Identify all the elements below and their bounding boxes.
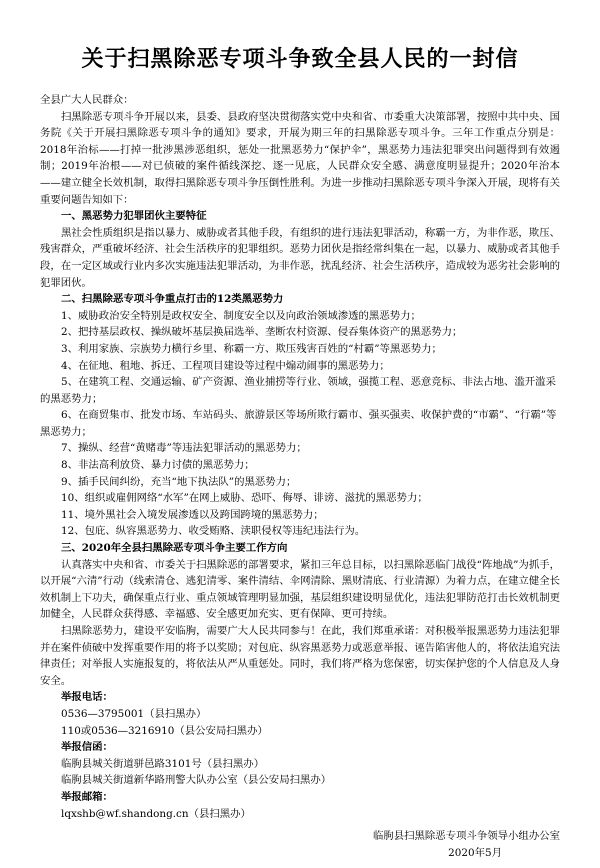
list-item: 10、组织或雇佣网络“水军”在网上威胁、恐吓、侮辱、诽谤、滋扰的黑恶势力； [61,492,428,505]
section-2-heading: 二、扫黑除恶专项斗争重点打击的12类黑恶势力 [61,293,284,306]
list-item: 7、操纵、经营“黄赌毒”等违法犯罪活动的黑恶势力； [61,442,307,455]
list-item: 9、插手民间纠纷，充当“地下执法队”的黑恶势力； [61,475,297,488]
mail-label: 举报信函： [61,741,113,754]
phone-number: 110或0536—3216910（县公安局扫黑办） [61,724,268,737]
section-3-heading: 三、2020年全县扫黑除恶专项斗争主要工作方向 [61,542,288,555]
section-1-body: 黑社会性质组织是指以暴力、威胁或者其他手段，有组织的进行违法犯罪活动，称霸一方，为非作恶，欺压、残害群众，严重破坏经济、社会生活秩序的犯罪组织。恶势力团伙是指经常纠集在一起，以暴力、威胁或者其他手段，在一定区域或行业内多次实施违法犯罪活动，为非作恶，扰乱经济、社会生活秩序，造成较为恶劣社会影响的犯罪团伙。 [40,226,560,289]
phone-number: 0536—3795001（县扫黑办） [61,707,207,720]
mail-address: 临朐县城关街道骈邑路3101号（县扫黑办） [61,757,265,770]
list-item: 12、包庇、纵容黑恶势力、收受贿赂、渎职侵权等违纪违法行为。 [61,525,366,538]
salutation: 全县广大人民群众： [40,94,134,106]
document-title: 关于扫黑除恶专项斗争致全县人民的一封信 [81,46,519,72]
list-item: 4、在征地、租地、拆迁、工程项目建设等过程中煽动闹事的黑恶势力； [61,359,390,372]
list-item: 2、把持基层政权、操纵破坏基层换届选举、垄断农村资源、侵吞集体资产的黑恶势力； [61,326,463,339]
list-item: 11、境外黑社会入境发展渗透以及跨国跨境的黑恶势力； [61,508,324,521]
list-item: 8、非法高利放贷、暴力讨债的黑恶势力； [61,459,255,472]
phone-label: 举报电话： [61,691,113,704]
closing-paragraph: 扫黑除恶势力，建设平安临朐，需要广大人民共同参与！在此，我们郑重承诺：对积极举报黑恶势力违法犯罪并在案件侦破中发挥重要作用的将予以奖励；对包庇、纵容黑恶势力或恶意举报、诬告陷害他人的，将依法追究法律责任；对举报人实施报复的，将依法从严从重惩处。同时，我们将严格为您保密，切实保护您的个人信息及人身安全。 [40,625,560,687]
email-address: lqxshb@wf.shandong.cn（县扫黑办） [61,807,251,820]
signoff-organization: 临朐县扫黑除恶专项斗争领导小组办公室 [372,830,560,843]
list-item: 3、利用家族、宗族势力横行乡里、称霸一方、欺压残害百姓的“村霸”等黑恶势力； [61,342,442,355]
intro-paragraph: 扫黑除恶专项斗争开展以来，县委、县政府坚决贯彻落实党中央和省、市委重大决策部署，按照中共中央、国务院《关于开展扫黑除恶专项斗争的通知》要求，开展为期三年的扫黑除恶专项斗争。三年工作重点分别是：2018年治标——打掉一批涉黑涉恶组织，惩处一批黑恶势力“保护伞”，黑恶势力违法犯罪突出问题得到有效遏制；2019年治根——对已侦破的案件循线深挖、逐一见底，人民群众安全感、满意度明显提升；2020年治本——建立健全长效机制，取得扫黑除恶专项斗争压倒性胜利。为进一步推动扫黑除恶专项斗争深入开展，现将有关重要问题告知如下： [40,110,560,206]
list-item: 6、在商贸集市、批发市场、车站码头、旅游景区等场所欺行霸市、强买强卖、收保护费的“市霸”、“行霸”等黑恶势力； [40,409,557,438]
signoff-block [40,828,560,868]
list-item: 1、威胁政治安全特别是政权安全、制度安全以及向政治领域渗透的黑恶势力； [61,309,421,322]
signoff-date: 2020年5月 [448,847,502,860]
mail-address: 临朐县城关街道新华路刑警大队办公室（县公安局扫黑办） [61,774,332,787]
email-label: 举报邮箱： [61,790,113,803]
list-item: 5、在建筑工程、交通运输、矿产资源、渔业捕捞等行业、领域，强揽工程、恶意竞标、非法占地、滥开滥采的黑恶势力； [40,376,556,405]
section-3-body: 认真落实中央和省、市委关于扫黑除恶的部署要求，紧扣三年总目标，以扫黑除恶临门战役“阵地战”为抓手，以开展“六清”行动（线索清仓、逃犯清零、案件清结、伞网清除、黑财清底、行业清源）为着力点，在建立健全长效机制上下功夫，确保重点行业、重点领域管理明显加强，基层组织建设明显优化，违法犯罪防范打击长效机制更加健全，人民群众获得感、幸福感、安全感更加充实、更有保障、更可持续。 [40,558,560,621]
section-1-heading: 一、黑恶势力犯罪团伙主要特征 [61,210,207,223]
target-types-list [40,308,560,540]
report-contacts [40,689,560,822]
letter-body [40,92,560,868]
